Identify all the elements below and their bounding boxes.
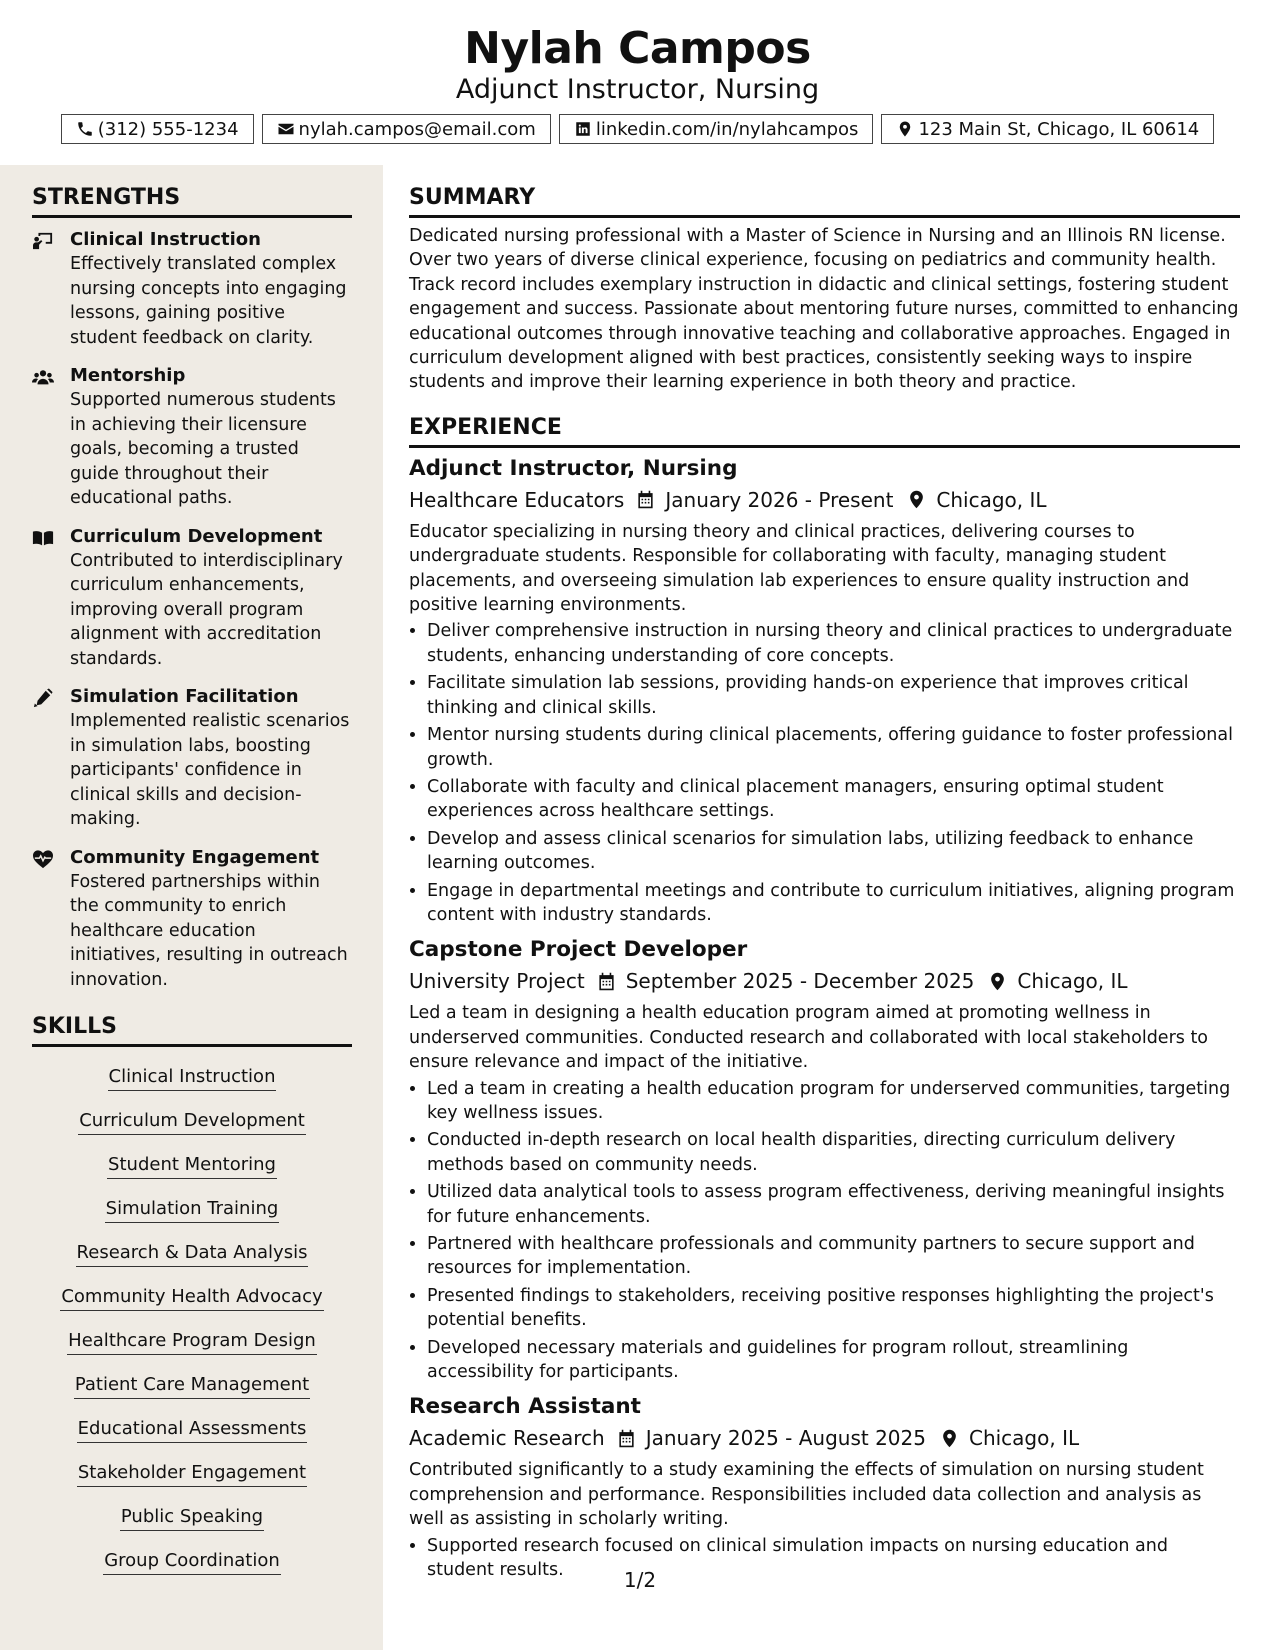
contact-address[interactable] xyxy=(881,114,1214,144)
bullet-item: • Developed necessary materials and guidelines for program rollout, streamlining accessibility for participants. xyxy=(427,1336,1240,1385)
skill-tag: Student Mentoring xyxy=(107,1152,277,1179)
envelope-icon xyxy=(277,120,295,138)
sidebar xyxy=(0,165,383,1650)
strength-title: Mentorship xyxy=(70,365,186,386)
bullet-item: • Led a team in creating a health education program for underserved communities, targeting key wellness issues. xyxy=(427,1077,1240,1126)
strength-item xyxy=(32,846,352,993)
heart-pulse-icon xyxy=(32,849,54,869)
skill-tag: Simulation Training xyxy=(105,1196,280,1223)
job-location: Chicago, IL xyxy=(1017,969,1128,994)
contact-phone[interactable] xyxy=(61,114,254,144)
bullet-item: • Presented findings to stakeholders, receiving positive responses highlighting the project's potential benefits. xyxy=(427,1284,1240,1333)
skill-tag: Group Coordination xyxy=(103,1548,281,1575)
bullet-item: • Develop and assess clinical scenarios for simulation labs, utilizing feedback to enhance learning outcomes. xyxy=(427,827,1240,876)
skill-tag: Curriculum Development xyxy=(78,1108,306,1135)
map-pin-icon xyxy=(907,490,926,509)
main-content xyxy=(409,165,1240,1590)
calendar-icon xyxy=(617,1429,636,1448)
skill-tag: Public Speaking xyxy=(120,1504,264,1531)
job-bullets xyxy=(409,1077,1240,1385)
calendar-icon xyxy=(636,490,655,509)
job-org: Healthcare Educators xyxy=(409,487,625,512)
bullet-item: • Conducted in-depth research on local health disparities, directing curriculum delivery methods based on community needs. xyxy=(427,1128,1240,1177)
candidate-role: Adjunct Instructor, Nursing xyxy=(455,74,820,105)
skill-tag: Research & Data Analysis xyxy=(76,1240,309,1267)
strength-item xyxy=(32,685,352,832)
skill-tag: Stakeholder Engagement xyxy=(77,1460,307,1487)
job-description: Contributed significantly to a study examining the effects of simulation on nursing student comprehension and performance. Responsibilities included data collection and analysis as well as assisting in scholarly writing. xyxy=(409,1460,1204,1530)
bullet-item: • Supported research focused on clinical simulation impacts on nursing education and student results. xyxy=(427,1534,1240,1583)
pen-icon xyxy=(32,688,54,708)
strength-desc: Contributed to interdisciplinary curriculum enhancements, improving overall program alignment with accreditation standards. xyxy=(70,550,343,669)
job-org: University Project xyxy=(409,969,585,994)
strength-item xyxy=(32,525,352,672)
skills-list xyxy=(32,1057,352,1585)
contact-linkedin[interactable] xyxy=(559,114,874,144)
contact-bar xyxy=(0,114,1275,144)
bullet-item: • Engage in departmental meetings and contribute to curriculum initiatives, aligning program content with industry standards. xyxy=(427,879,1240,928)
bullet-item: • Mentor nursing students during clinical placements, offering guidance to foster professional growth. xyxy=(427,723,1240,772)
strength-title: Curriculum Development xyxy=(70,525,323,547)
skills-heading: SKILLS xyxy=(32,1010,352,1047)
job-meta xyxy=(409,1422,1240,1454)
page-number: 1/2 xyxy=(623,1568,657,1592)
address-text: 123 Main St, Chicago, IL 60614 xyxy=(918,118,1200,140)
strength-desc: Supported numerous students in achieving their licensure goals, becoming a trusted guide throughout their educational paths. xyxy=(70,390,336,508)
strengths-heading: STRENGTHS xyxy=(32,181,352,218)
calendar-icon xyxy=(597,972,616,991)
bullet-item: • Partnered with healthcare professionals and community partners to secure support and resources for implementation. xyxy=(427,1232,1240,1281)
users-icon xyxy=(32,367,54,387)
skill-tag: Patient Care Management xyxy=(74,1372,310,1399)
strength-desc: Fostered partnerships within the community to enrich healthcare education initiatives, resulting in outreach innovation. xyxy=(70,871,348,990)
phone-icon xyxy=(76,120,94,138)
experience-heading: EXPERIENCE xyxy=(409,411,1240,448)
skill-tag: Community Health Advocacy xyxy=(60,1284,323,1311)
linkedin-icon xyxy=(574,120,592,138)
linkedin-text: linkedin.com/in/nylahcampos xyxy=(595,118,859,140)
job-bullets xyxy=(409,619,1240,927)
strength-item xyxy=(32,364,352,511)
map-pin-icon xyxy=(896,120,914,138)
job-dates: January 2025 - August 2025 xyxy=(645,1426,926,1451)
bullet-item: • Facilitate simulation lab sessions, providing hands-on experience that improves critical thinking and clinical skills. xyxy=(427,671,1240,720)
summary-heading: SUMMARY xyxy=(409,181,1240,218)
strength-desc: Implemented realistic scenarios in simulation labs, boosting participants' confidence in clinical skills and decision-making. xyxy=(70,711,350,829)
map-pin-icon xyxy=(988,972,1007,991)
bullet-item: • Collaborate with faculty and clinical placement managers, ensuring optimal student experiences across healthcare settings. xyxy=(427,775,1240,824)
job-location: Chicago, IL xyxy=(936,487,1047,512)
job-description: Led a team in designing a health education program aimed at promoting wellness in underserved communities. Conducted research and collaborated with local stakeholders to ensure relevance and impact of the initiative. xyxy=(409,1003,1209,1073)
job-bullets xyxy=(409,1534,1240,1583)
job-entry xyxy=(409,935,1240,1384)
job-title: Capstone Project Developer xyxy=(409,937,748,963)
strength-item xyxy=(32,228,352,350)
skill-tag: Healthcare Program Design xyxy=(67,1328,317,1355)
bullet-item: • Utilized data analytical tools to assess program effectiveness, deriving meaningful insights for future enhancements. xyxy=(427,1180,1240,1229)
bullet-item: • Deliver comprehensive instruction in nursing theory and clinical practices to undergraduate students, enhancing understanding of core concepts. xyxy=(427,619,1240,668)
job-entry xyxy=(409,454,1240,928)
job-dates: September 2025 - December 2025 xyxy=(625,969,975,994)
strength-title: Clinical Instruction xyxy=(70,229,261,250)
job-description: Educator specializing in nursing theory and clinical practices, delivering courses to undergraduate students. Responsible for collaborating with faculty, managing student placements, and overseeing simulation lab experiences to ensure quality instruction and positive learning environments. xyxy=(409,521,1190,616)
job-meta xyxy=(409,484,1240,516)
phone-text: (312) 555-1234 xyxy=(97,118,239,140)
map-pin-icon xyxy=(940,1429,959,1448)
email-text: nylah.campos@email.com xyxy=(298,118,536,140)
skill-tag: Clinical Instruction xyxy=(108,1064,277,1091)
job-title: Research Assistant xyxy=(409,1394,641,1420)
strength-title: Community Engagement xyxy=(70,846,320,868)
contact-email[interactable] xyxy=(262,114,551,144)
teacher-board-icon xyxy=(32,231,54,251)
job-entry xyxy=(409,1392,1240,1582)
job-meta xyxy=(409,965,1240,997)
candidate-name: Nylah Campos xyxy=(464,23,811,74)
job-title: Adjunct Instructor, Nursing xyxy=(409,455,738,481)
job-org: Academic Research xyxy=(409,1426,605,1451)
job-location: Chicago, IL xyxy=(968,1426,1080,1451)
strength-title: Simulation Facilitation xyxy=(70,686,299,707)
strength-desc: Effectively translated complex nursing concepts into engaging lessons, gaining positive student feedback on clarity. xyxy=(70,254,347,348)
summary-text: Dedicated nursing professional with a Master of Science in Nursing and an Illinois RN license. Over two years of diverse clinical experience, focusing on pediatrics and community health. Track record includes exemplary instruction in didactic and clinical settings, fostering student engagement and success. Passionate about mentoring future nurses, committed to enhancing educational outcomes through innovative teaching and collaborative approaches. Engaged in curriculum development aligned with best practices, consistently seeking ways to inspire students and improve their learning experience in both theory and practice. xyxy=(409,226,1239,393)
job-dates: January 2026 - Present xyxy=(665,487,894,512)
book-open-icon xyxy=(32,528,54,548)
resume-header xyxy=(0,0,1275,165)
skill-tag: Educational Assessments xyxy=(77,1416,308,1443)
